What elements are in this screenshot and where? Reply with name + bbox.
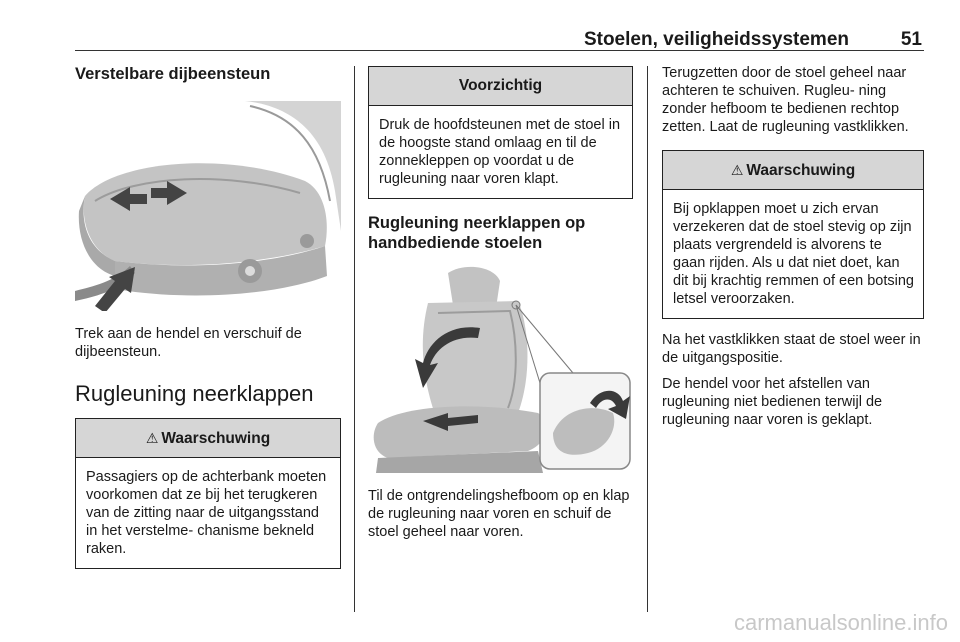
warning-header bbox=[76, 419, 340, 458]
thigh-support-illustration bbox=[75, 101, 341, 311]
caution-box bbox=[368, 66, 633, 199]
warning-triangle-icon: ⚠ bbox=[145, 430, 159, 446]
caution-title: Voorzichtig bbox=[458, 77, 543, 94]
column-middle bbox=[368, 58, 633, 541]
warning-body: Bij opklappen moet u zich ervan verzekeren dat de stoel stevig op zijn plaats vergrendeld is alvorens te gaan rijden. Als u dat niet doet, kan dit bij krachtig remmen of een botsing letsel veroorzaken. bbox=[673, 201, 914, 307]
warning-box-lock bbox=[662, 150, 924, 319]
caution-header bbox=[369, 67, 632, 106]
backrest-release-caption: Til de ontgrendelingshefboom op en klap de rugleuning naar voren en schuif de stoel geheel naar voren. bbox=[368, 488, 630, 540]
column-divider-2 bbox=[647, 66, 648, 612]
after-lock-paragraph: Na het vastklikken staat de stoel weer in de uitgangspositie. bbox=[662, 332, 921, 366]
lever-note-paragraph: De hendel voor het afstellen van rugleuning niet bedienen terwijl de rugleuning naar voren is geklapt. bbox=[662, 376, 883, 428]
page-number: 51 bbox=[900, 29, 922, 50]
fold-manual-seats-heading: Rugleuning neerklappen op handbediende stoelen bbox=[368, 214, 586, 252]
column-right bbox=[662, 58, 924, 429]
page-header bbox=[75, 0, 924, 51]
page-title: Stoelen, veiligheidssystemen bbox=[583, 29, 849, 50]
column-divider-1 bbox=[354, 66, 355, 612]
watermark: carmanualsonline.info bbox=[733, 610, 948, 635]
thigh-support-heading: Verstelbare dijbeensteun bbox=[75, 65, 271, 83]
reset-instructions: Terugzetten door de stoel geheel naar achteren te schuiven. Rugleu- ning zonder hefboom te bedienen rechtop zetten. Laat de rugleuning vastklikken. bbox=[662, 65, 909, 135]
warning-triangle-icon: ⚠ bbox=[730, 162, 744, 178]
backrest-release-illustration bbox=[368, 263, 633, 473]
fold-backrest-title: Rugleuning neerklappen bbox=[75, 381, 314, 406]
warning-title: Waarschuwing bbox=[161, 430, 271, 447]
column-left bbox=[75, 58, 341, 569]
warning-body: Passagiers op de achterbank moeten voorkomen dat ze bij het terugkeren van de zitting naar de uitgangsstand in het verstelme- chanisme bekneld raken. bbox=[86, 469, 327, 557]
caution-body: Druk de hoofdsteunen met de stoel in de hoogste stand omlaag en til de zonnekleppen op voordat u de rugleuning naar voren klapt. bbox=[379, 117, 621, 187]
warning-box-passengers bbox=[75, 418, 341, 569]
thigh-support-caption: Trek aan de hendel en verschuif de dijbeensteun. bbox=[75, 326, 302, 360]
warning-title: Waarschuwing bbox=[746, 162, 856, 179]
warning-header bbox=[663, 151, 923, 190]
